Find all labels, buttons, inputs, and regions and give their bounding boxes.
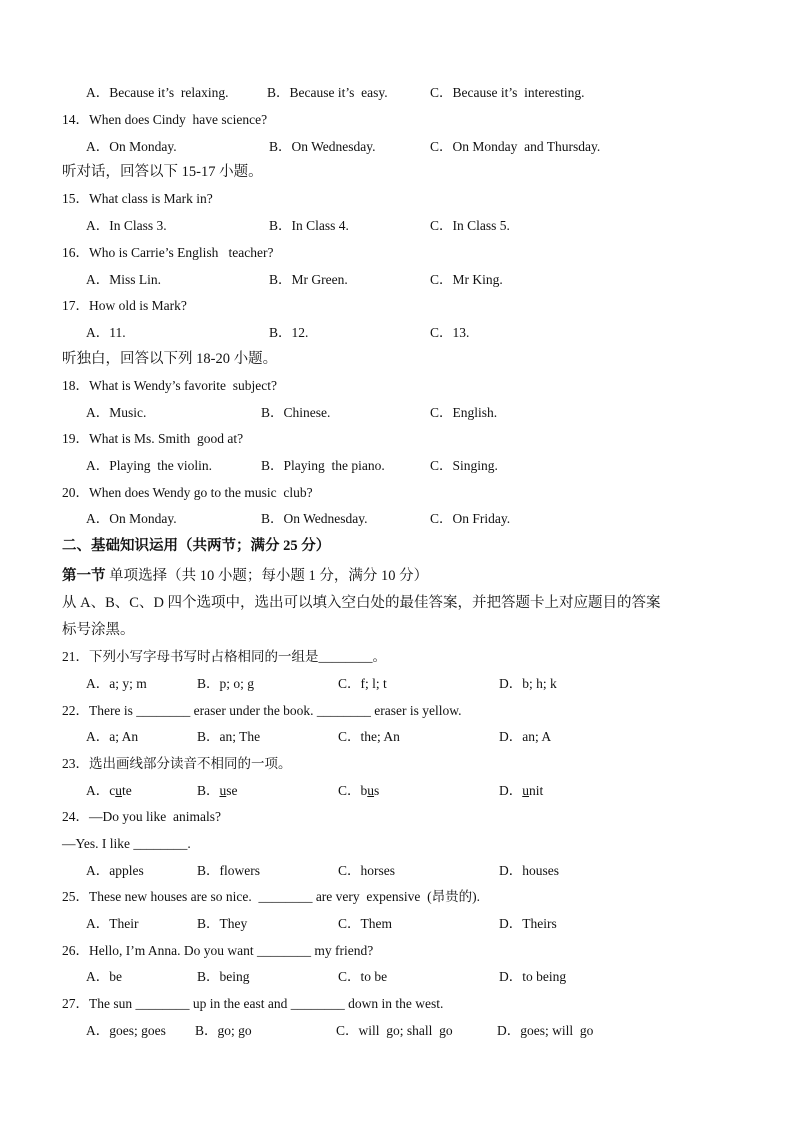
- q27-options: [86, 1022, 746, 1112]
- q21-option-a[interactable]: A．a; y; m: [86, 676, 147, 691]
- q18-option-b[interactable]: B．Chinese.: [261, 405, 331, 420]
- q24-option-d[interactable]: D．houses: [499, 863, 559, 878]
- q21-option-c[interactable]: C．f; l; t: [338, 676, 387, 691]
- q25-stem: 25．These new houses are so nice. ________ are very expensive (昂贵的).: [62, 889, 481, 904]
- q15-option-c[interactable]: C．In Class 5.: [430, 218, 510, 233]
- q27-option-a[interactable]: A．goes; goes: [86, 1023, 166, 1038]
- q23-stem: 23．选出画线部分读音不相同的一项。: [62, 756, 292, 771]
- q22-stem: 22．There is ________ eraser under the book. ________ eraser is yellow.: [62, 703, 462, 718]
- q18-stem: 18．What is Wendy’s favorite subject?: [62, 378, 277, 393]
- q13-option-a[interactable]: A．Because it’s relaxing.: [86, 85, 229, 100]
- q18-option-a[interactable]: A．Music.: [86, 405, 147, 420]
- q26-option-b[interactable]: B．being: [197, 969, 250, 984]
- q14-option-c[interactable]: C．On Monday and Thursday.: [430, 139, 601, 154]
- instruction-18-20: 听独白，回答以下列 18-20 小题。: [62, 351, 278, 367]
- q27-option-c[interactable]: C．will go; shall go: [336, 1023, 453, 1038]
- q22-option-b[interactable]: B．an; The: [197, 729, 261, 744]
- q22-option-c[interactable]: C．the; An: [338, 729, 400, 744]
- q16-stem: 16．Who is Carrie’s English teacher?: [62, 245, 274, 260]
- q18-option-c[interactable]: C．English.: [430, 405, 498, 420]
- q20-stem: 20．When does Wendy go to the music club?: [62, 485, 313, 500]
- q16-option-b[interactable]: B．Mr Green.: [269, 272, 348, 287]
- q16-option-c[interactable]: C．Mr King.: [430, 272, 503, 287]
- q23-option-a[interactable]: [86, 782, 132, 800]
- q19-stem: 19．What is Ms. Smith good at?: [62, 431, 244, 446]
- q23-options: [86, 782, 746, 872]
- q25-option-c[interactable]: C．Them: [338, 916, 392, 931]
- q19-option-a[interactable]: A．Playing the violin.: [86, 458, 212, 473]
- q17-option-c[interactable]: C．13.: [430, 325, 470, 340]
- q23-option-d[interactable]: [499, 782, 543, 800]
- option-text: b: [360, 783, 368, 798]
- q21-option-d[interactable]: D．b; h; k: [499, 676, 557, 691]
- part1-instruction-line1: 从 A、B、C、D 四个选项中，选出可以填入空白处的最佳答案，并把答题卡上对应题目的答案: [62, 595, 661, 611]
- q17-option-b[interactable]: B．12.: [269, 325, 309, 340]
- underlined-letter: u: [219, 783, 227, 798]
- q25-option-d[interactable]: D．Theirs: [499, 916, 557, 931]
- q20-option-b[interactable]: B．On Wednesday.: [261, 511, 368, 526]
- q21-stem: 21．下列小写字母书写时占格相同的一组是________。: [62, 649, 386, 664]
- q25-option-a[interactable]: A．Their: [86, 916, 139, 931]
- q24-option-c[interactable]: C．horses: [338, 863, 395, 878]
- q15-option-a[interactable]: A．In Class 3.: [86, 218, 167, 233]
- q19-option-c[interactable]: C．Singing.: [430, 458, 498, 473]
- q14-option-a[interactable]: A．On Monday.: [86, 139, 177, 154]
- q14-option-b[interactable]: B．On Wednesday.: [269, 139, 376, 154]
- q17-stem: 17．How old is Mark?: [62, 298, 187, 313]
- part1-title: 第一节: [62, 568, 106, 584]
- part1-instruction-line2: 标号涂黑。: [62, 622, 135, 638]
- q24-option-b[interactable]: B．flowers: [197, 863, 260, 878]
- q24-option-a[interactable]: A．apples: [86, 863, 144, 878]
- q20-option-c[interactable]: C．On Friday.: [430, 511, 511, 526]
- q21-option-b[interactable]: B．p; o; g: [197, 676, 255, 691]
- option-label: C．: [338, 783, 361, 798]
- underlined-letter: u: [367, 783, 375, 798]
- option-label: B．: [197, 783, 220, 798]
- q23-option-b[interactable]: [197, 782, 238, 800]
- q24-stem: 24．—Do you like animals?: [62, 809, 221, 824]
- part1-description: 单项选择（共 10 小题；每小题 1 分，满分 10 分）: [105, 568, 429, 584]
- q26-option-c[interactable]: C．to be: [338, 969, 388, 984]
- underlined-letter: u: [115, 783, 122, 798]
- q27-option-d[interactable]: D．goes; will go: [497, 1023, 594, 1038]
- q19-option-b[interactable]: B．Playing the piano.: [261, 458, 385, 473]
- q20-option-a[interactable]: A．On Monday.: [86, 511, 177, 526]
- q24-reply: —Yes. I like ________.: [62, 836, 191, 851]
- q26-option-a[interactable]: A．be: [86, 969, 122, 984]
- q27-option-b[interactable]: B．go; go: [195, 1023, 252, 1038]
- q26-stem: 26．Hello, I’m Anna. Do you want ________ my friend?: [62, 943, 374, 958]
- instruction-15-17: 听对话，回答以下 15-17 小题。: [62, 164, 263, 180]
- q22-option-a[interactable]: A．a; An: [86, 729, 139, 744]
- q27-stem: 27．The sun ________ up in the east and ________ down in the west.: [62, 996, 444, 1011]
- option-label: D．: [499, 783, 523, 798]
- section2-title: 二、基础知识运用（共两节；满分 25 分）: [62, 538, 331, 554]
- option-text: nit: [529, 783, 544, 798]
- underlined-letter: u: [522, 783, 529, 798]
- q13-option-c[interactable]: C．Because it’s interesting.: [430, 85, 585, 100]
- part1-heading: [62, 567, 428, 585]
- q14-stem: 14．When does Cindy have science?: [62, 112, 268, 127]
- option-label: A．: [86, 783, 110, 798]
- q15-option-b[interactable]: B．In Class 4.: [269, 218, 349, 233]
- q23-option-c[interactable]: [338, 782, 379, 800]
- option-text: c: [109, 783, 116, 798]
- q25-option-b[interactable]: B．They: [197, 916, 248, 931]
- q15-stem: 15．What class is Mark in?: [62, 191, 213, 206]
- q13-option-b[interactable]: B．Because it’s easy.: [267, 85, 388, 100]
- option-text: s: [374, 783, 380, 798]
- q22-option-d[interactable]: D．an; A: [499, 729, 552, 744]
- q26-option-d[interactable]: D．to being: [499, 969, 567, 984]
- option-text: se: [226, 783, 238, 798]
- option-text: te: [122, 783, 132, 798]
- q16-option-a[interactable]: A．Miss Lin.: [86, 272, 162, 287]
- q17-option-a[interactable]: A．11.: [86, 325, 126, 340]
